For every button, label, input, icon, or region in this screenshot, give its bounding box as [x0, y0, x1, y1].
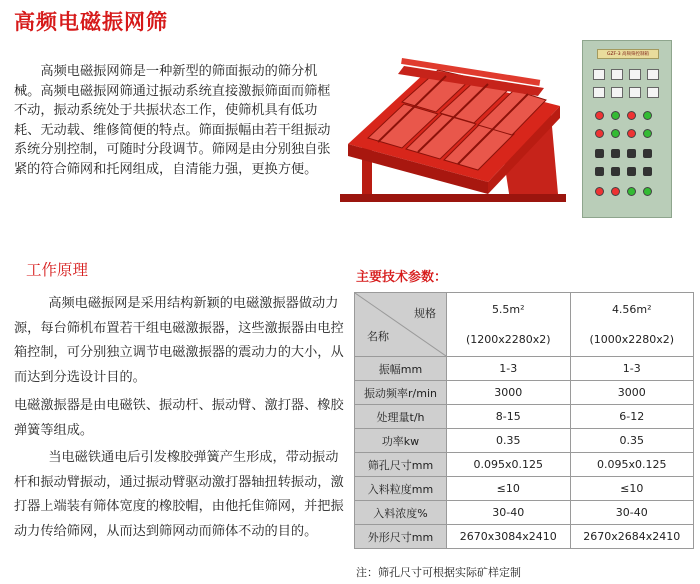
- principle-paragraph-3: 当电磁铁通电后引发橡胶弹簧产生形成，带动振动杆和振动臂振动，通过振动臂驱动激打器轴扭转振动，激打器上端装有筛体宽度的橡胶帽，由他托隹筛网，并把振动力传给筛网，从而达到筛网动而筛体不动的目的。: [14, 450, 344, 539]
- lamp-row: [595, 111, 652, 120]
- row-value-2: 2670x2684x2410: [570, 525, 694, 549]
- row-label: 振动频率r/min: [355, 381, 447, 405]
- model-1-area: 5.5m²: [491, 302, 525, 316]
- principle-heading: 工作原理: [26, 261, 89, 279]
- vibrating-screen-image: [338, 44, 566, 204]
- table-row: [355, 357, 694, 381]
- row-label: 入料浓度%: [355, 501, 447, 525]
- spec-heading: 主要技术参数：: [356, 270, 448, 285]
- row-label: 外形尺寸mm: [355, 525, 447, 549]
- spec-note: 注：筛孔尺寸可根据实际矿样定制: [356, 566, 521, 579]
- table-row: [355, 453, 694, 477]
- table-row: [355, 525, 694, 549]
- row-value-1: 30-40: [447, 501, 571, 525]
- principle-paragraph-2: 电磁激振器是由电磁铁、振动杆、振动臂、激打器、橡胶弹簧等组成。: [14, 398, 344, 438]
- row-value-1: 0.35: [447, 429, 571, 453]
- row-label: 入料粒度mm: [355, 477, 447, 501]
- row-label: 振幅mm: [355, 357, 447, 381]
- meter-row: [593, 69, 659, 80]
- row-value-2: ≤10: [570, 477, 694, 501]
- model-2-area: 4.56m²: [611, 302, 652, 316]
- corner-top-label: 规格: [414, 307, 436, 320]
- principle-paragraph-1: 高频电磁振网是采用结构新颖的电磁激振器做动力源，每台筛机布置若干组电磁激振器，这些激振器由电控箱控制，可分别独立调节电磁激振器的震动力的大小，从而达到分选设计目的。: [14, 296, 344, 385]
- row-value-1: ≤10: [447, 477, 571, 501]
- row-value-2: 0.35: [570, 429, 694, 453]
- model-1-dimensions: (1200x2280x2): [465, 332, 551, 346]
- row-value-2: 6-12: [570, 405, 694, 429]
- cabinet-label: GZF-3 高频筛控制箱: [597, 49, 659, 59]
- row-label: 功率kw: [355, 429, 447, 453]
- row-value-2: 30-40: [570, 501, 694, 525]
- corner-bottom-label: 名称: [367, 330, 389, 343]
- table-row: [355, 429, 694, 453]
- spec-corner-cell: [355, 293, 447, 357]
- knob-row: [595, 149, 652, 158]
- table-row: [355, 381, 694, 405]
- lamp-row: [595, 129, 652, 138]
- table-row: [355, 501, 694, 525]
- row-value-1: 2670x3084x2410: [447, 525, 571, 549]
- control-cabinet-image: [582, 40, 672, 218]
- model-2-header: [570, 293, 694, 357]
- row-label: 筛孔尺寸mm: [355, 453, 447, 477]
- model-1-header: [447, 293, 571, 357]
- row-value-2: 1-3: [570, 357, 694, 381]
- page-title: 高频电磁振网筛: [14, 10, 168, 34]
- spec-table: [354, 292, 694, 549]
- spec-header-row: [355, 293, 694, 357]
- meter-row: [593, 87, 659, 98]
- model-2-dimensions: (1000x2280x2): [589, 332, 675, 346]
- row-value-1: 3000: [447, 381, 571, 405]
- table-row: [355, 477, 694, 501]
- intro-paragraph: 高频电磁振网筛是一种新型的筛面振动的筛分机械。高频电磁振网筛通过振动系统直接激振筛面而筛框不动，振动系统处于共振状态工作，使筛机具有低功耗、无动载、维修简便的特点。筛面振幅由若干组振动系统分别控制，可随时分段调节。筛网是由分别独自张紧的符合筛网和托网组成，自清能力强，更换方便。: [14, 64, 331, 177]
- row-value-2: 3000: [570, 381, 694, 405]
- row-value-2: 0.095x0.125: [570, 453, 694, 477]
- row-label: 处理量t/h: [355, 405, 447, 429]
- row-value-1: 8-15: [447, 405, 571, 429]
- table-row: [355, 405, 694, 429]
- row-value-1: 1-3: [447, 357, 571, 381]
- row-value-1: 0.095x0.125: [447, 453, 571, 477]
- knob-row: [595, 167, 652, 176]
- lamp-row: [595, 187, 652, 196]
